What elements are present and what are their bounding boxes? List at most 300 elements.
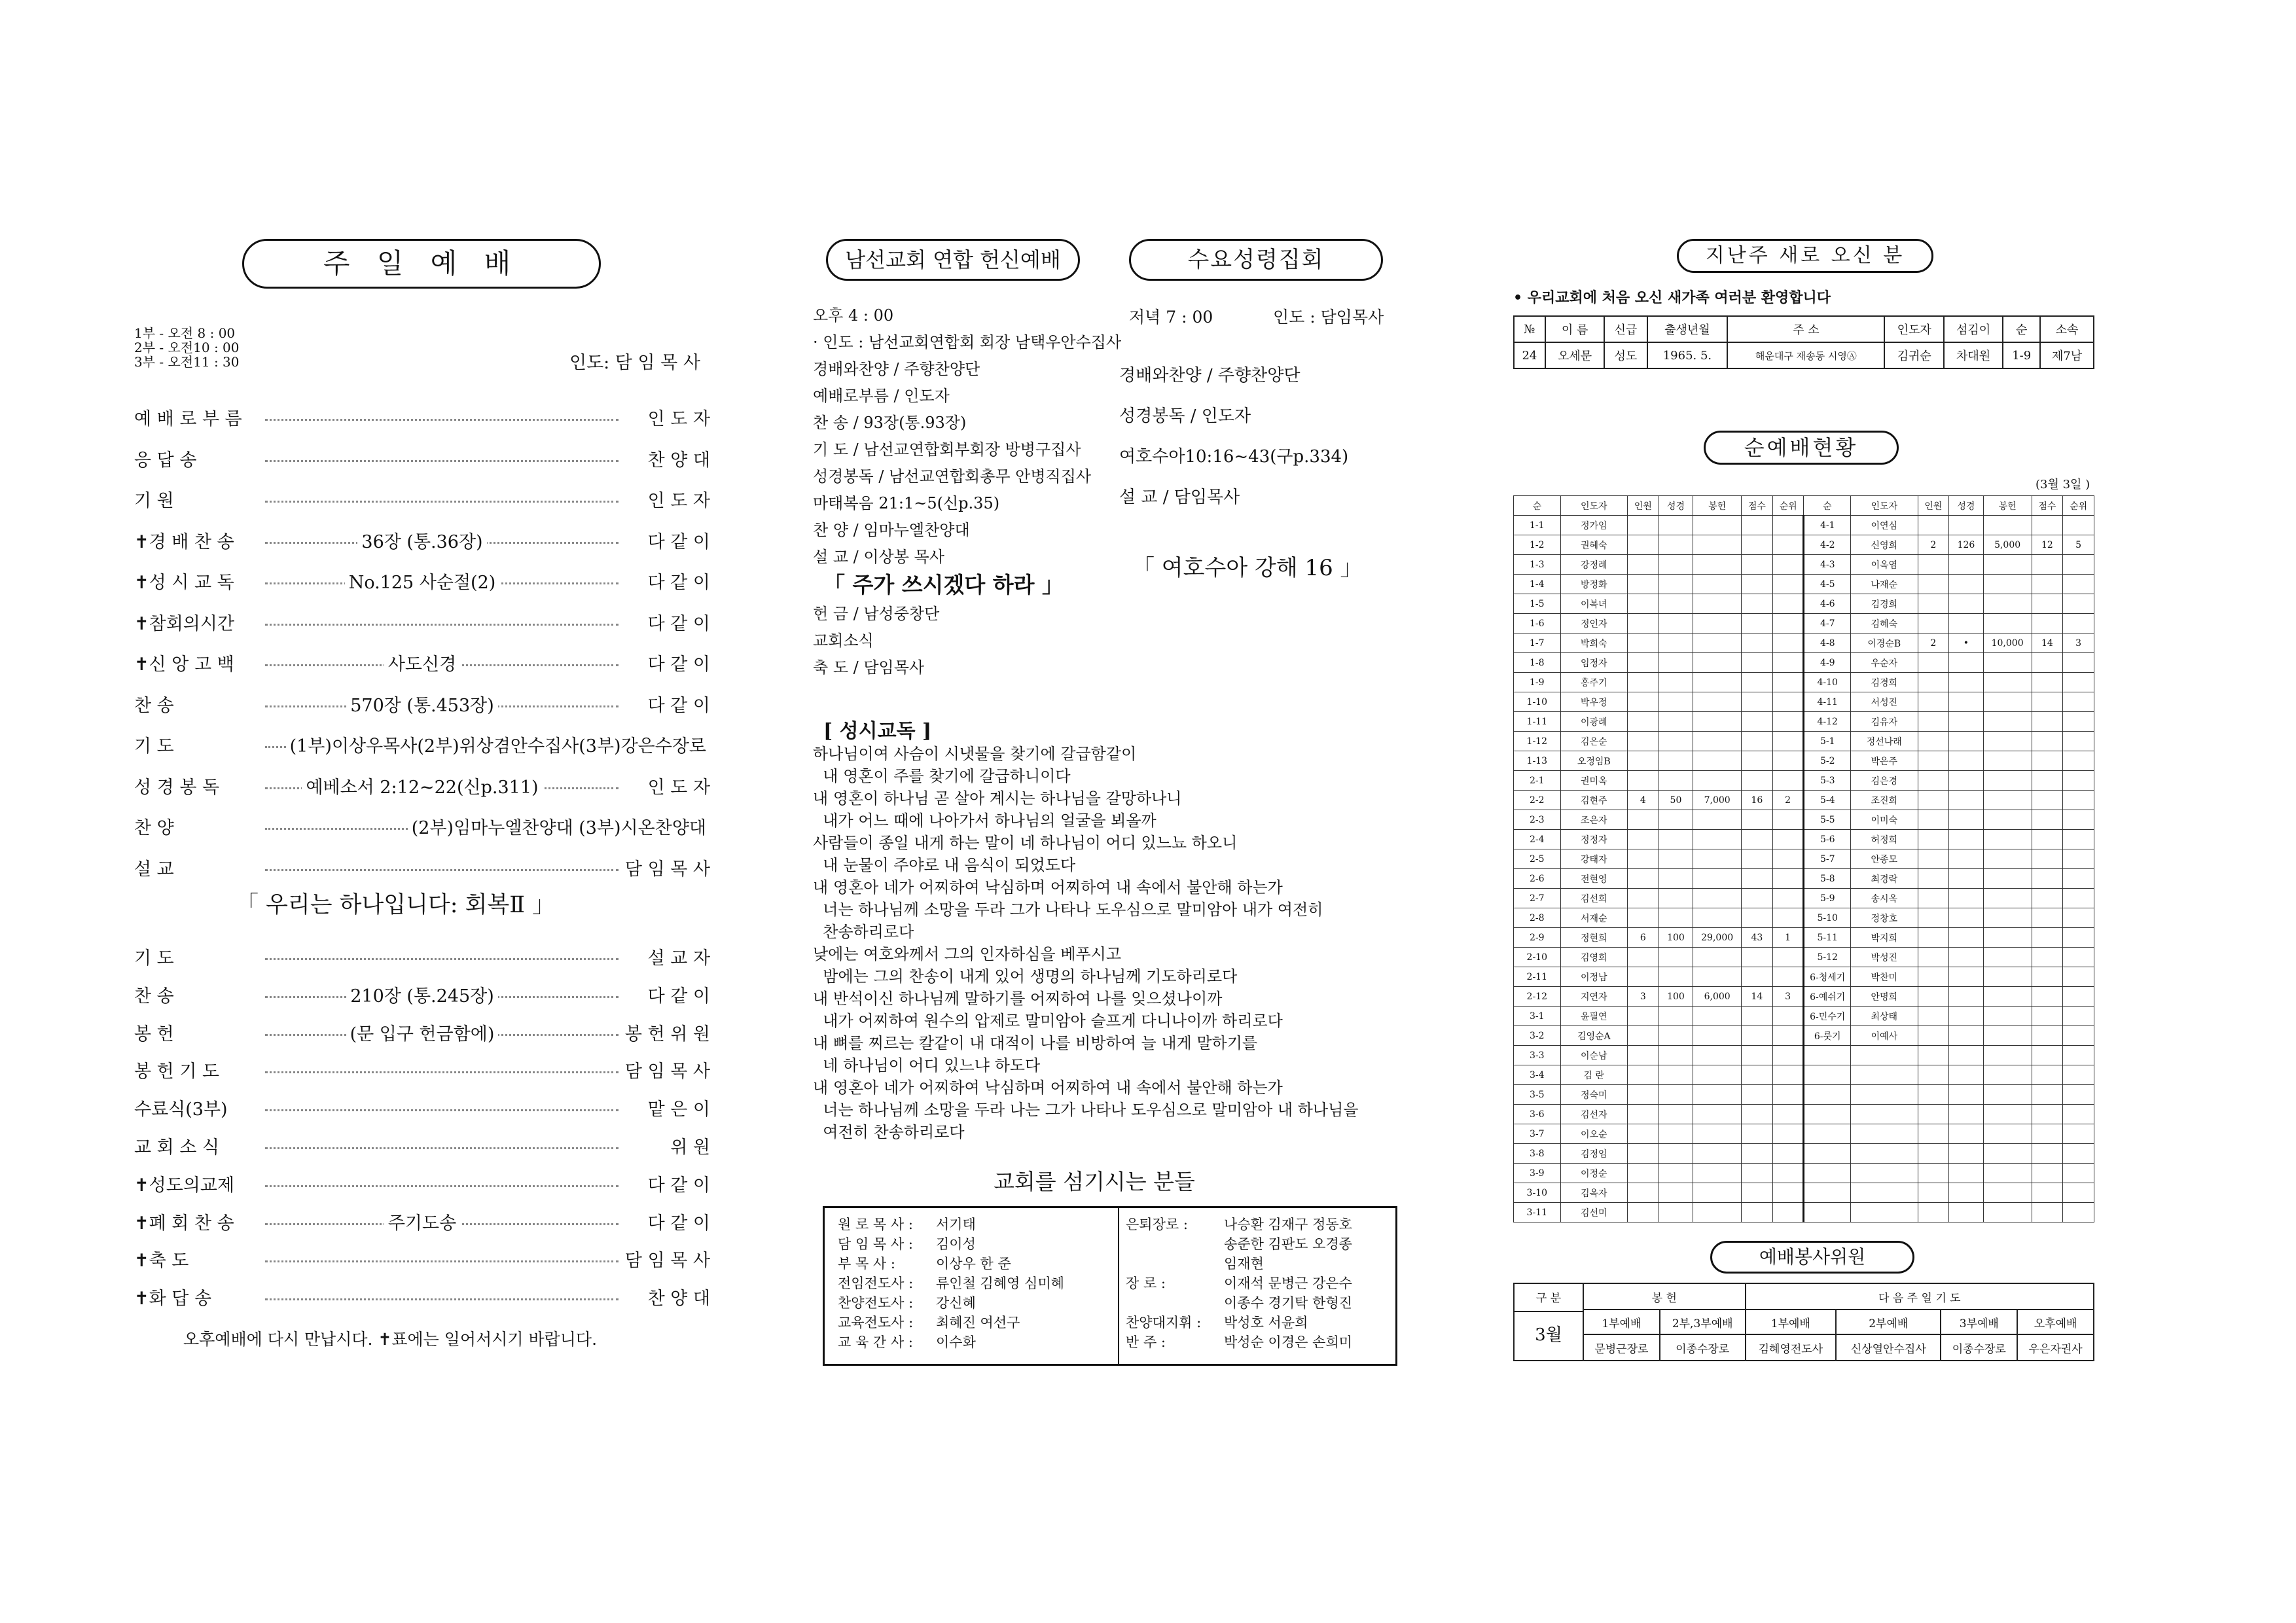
table-row — [1514, 575, 2094, 594]
attendance-cell — [1949, 1105, 1983, 1124]
attendance-cell — [1628, 1046, 1659, 1065]
staff-names: 김이성 — [936, 1236, 976, 1252]
attendance-cell: 3 — [1772, 987, 1804, 1007]
attendance-cell — [1918, 1144, 1949, 1164]
dot-leader — [265, 1260, 619, 1262]
attendance-cell — [1659, 967, 1693, 987]
order-label: ✝참회의시간 — [134, 609, 238, 635]
attendance-cell: 박은주 — [1851, 751, 1918, 771]
attendance-cell: 최경락 — [1851, 869, 1918, 889]
attendance-cell: 6-예쉬기 — [1804, 987, 1851, 1007]
attendance-cell — [1742, 1105, 1773, 1124]
attendance-cell: 김선자 — [1560, 1105, 1628, 1124]
attendance-cell — [2032, 575, 2063, 594]
order-role: 담 임 목 사 — [621, 1057, 710, 1082]
attendance-cell — [1772, 516, 1804, 535]
attendance-cell — [1693, 1085, 1742, 1105]
attendance-cell: 3 — [2063, 633, 2094, 653]
attendance-cell: 6-룻기 — [1804, 1026, 1851, 1046]
attendance-cell — [1949, 928, 1983, 948]
attendance-cell: 6,000 — [1693, 987, 1742, 1007]
attendance-cell — [2063, 1124, 2094, 1144]
staff-row — [838, 1274, 1064, 1293]
attendance-cell — [1628, 1124, 1659, 1144]
attendance-header-cell: 순 — [1514, 496, 1561, 516]
attendance-cell: 2-12 — [1514, 987, 1561, 1007]
order-line: 여호수아10:16~43(구p.334) — [1119, 447, 1349, 467]
attendance-cell: 우순자 — [1851, 653, 1918, 673]
order-label: 수료식(3부) — [134, 1095, 232, 1120]
attendance-cell: 이오순 — [1560, 1124, 1628, 1144]
newcomers-header-cell: 신급 — [1604, 316, 1647, 342]
order-row — [134, 404, 710, 431]
attendance-cell: 29,000 — [1693, 928, 1742, 948]
attendance-cell — [1918, 594, 1949, 614]
newcomers-title: 지난주 새로 오신 분 — [1677, 239, 1933, 273]
attendance-cell — [2032, 948, 2063, 967]
order-row — [134, 1133, 710, 1159]
attendance-cell — [1628, 771, 1659, 791]
attendance-cell — [1983, 791, 2032, 810]
attendance-cell — [1659, 1164, 1693, 1183]
attendance-cell — [1918, 1007, 1949, 1026]
newcomers-header-cell: 출생년월 — [1647, 316, 1728, 342]
attendance-cell: 2-6 — [1514, 869, 1561, 889]
table-row — [1514, 555, 2094, 575]
staff-row — [838, 1313, 1064, 1332]
table-row — [1514, 849, 2094, 869]
attendance-cell — [1742, 908, 1773, 928]
attendance-cell — [2063, 771, 2094, 791]
attendance-cell — [1772, 633, 1804, 653]
attendance-cell: 김영희 — [1560, 948, 1628, 967]
attendance-cell — [1918, 889, 1949, 908]
attendance-cell — [1628, 555, 1659, 575]
attendance-cell: 임정자 — [1560, 653, 1628, 673]
service-prayer-header: 다 음 주 일 기 도 — [1746, 1283, 2094, 1310]
attendance-cell: 정정자 — [1560, 830, 1628, 849]
table-row — [1514, 889, 2094, 908]
dot-leader — [265, 1147, 619, 1149]
attendance-cell — [1628, 1026, 1659, 1046]
attendance-cell — [1693, 849, 1742, 869]
order-label: 교 회 소 식 — [134, 1133, 223, 1158]
newcomers-cell: 김귀순 — [1884, 342, 1943, 368]
attendance-cell — [1851, 1065, 1918, 1085]
attendance-cell: 3-3 — [1514, 1046, 1561, 1065]
attendance-cell — [1742, 1183, 1773, 1203]
attendance-cell — [1693, 1164, 1742, 1183]
attendance-cell — [1659, 1007, 1693, 1026]
attendance-cell — [1772, 1085, 1804, 1105]
attendance-cell: 김정임 — [1560, 1144, 1628, 1164]
attendance-cell — [1742, 1026, 1773, 1046]
table-row — [1514, 1046, 2094, 1065]
attendance-cell — [2063, 732, 2094, 751]
attendance-cell — [2063, 1144, 2094, 1164]
attendance-cell: 5-12 — [1804, 948, 1851, 967]
attendance-cell — [1693, 1026, 1742, 1046]
attendance-cell: 1-12 — [1514, 732, 1561, 751]
attendance-cell — [1659, 908, 1693, 928]
table-row — [1514, 810, 2094, 830]
attendance-cell — [1949, 908, 1983, 928]
dot-leader — [265, 624, 619, 626]
order-row — [134, 609, 710, 635]
order-line: 설 교 / 이상봉 목사 — [813, 548, 944, 566]
attendance-cell — [1742, 1046, 1773, 1065]
attendance-cell — [1918, 732, 1949, 751]
attendance-cell — [1772, 869, 1804, 889]
attendance-cell — [2032, 987, 2063, 1007]
attendance-cell: 3-2 — [1514, 1026, 1561, 1046]
table-row — [1514, 1007, 2094, 1026]
service-title: 예배봉사위원 — [1710, 1241, 1914, 1274]
order-line: · 인도 : 남선교회연합회 회장 남택우안수집사 — [813, 333, 1122, 351]
staff-names: 나승환 김재구 정동호 — [1224, 1217, 1352, 1232]
order-role: 설 교 자 — [644, 944, 710, 969]
attendance-cell: 김혜숙 — [1851, 614, 1918, 633]
attendance-cell — [2063, 594, 2094, 614]
attendance-cell — [1772, 889, 1804, 908]
attendance-cell — [1659, 1065, 1693, 1085]
attendance-cell — [1949, 889, 1983, 908]
attendance-cell — [1659, 535, 1693, 555]
order-line: 찬 양 / 임마누엘찬양대 — [813, 521, 970, 539]
staff-row — [838, 1332, 1064, 1352]
attendance-cell — [1949, 555, 1983, 575]
attendance-cell: 4-11 — [1804, 692, 1851, 712]
table-row — [1514, 1105, 2094, 1124]
attendance-cell — [2063, 614, 2094, 633]
attendance-cell — [2032, 1046, 2063, 1065]
attendance-cell — [1918, 555, 1949, 575]
attendance-cell: 4-12 — [1804, 712, 1851, 732]
attendance-cell — [1742, 653, 1773, 673]
attendance-cell — [1804, 1065, 1851, 1085]
order-label: ✝성도의교제 — [134, 1171, 238, 1196]
order-label: 찬 송 — [134, 982, 178, 1007]
order-content — [134, 982, 710, 1007]
attendance-cell — [1949, 791, 1983, 810]
newcomers-header-cell: 순 — [2003, 316, 2040, 342]
dot-leader — [265, 460, 619, 462]
attendance-cell — [1983, 1144, 2032, 1164]
sunday-note: 오후예배에 다시 만납시다. ✝표에는 일어서시기 바랍니다. — [183, 1330, 598, 1349]
order-line: 경배와찬양 / 주향찬양단 — [1119, 366, 1300, 385]
attendance-cell: 4-10 — [1804, 673, 1851, 692]
order-row — [134, 1020, 710, 1046]
order-row — [134, 813, 710, 840]
staff-role: 부 목 사 : — [838, 1256, 895, 1272]
attendance-cell: 김경희 — [1851, 594, 1918, 614]
order-role: 다 같 이 — [644, 527, 710, 553]
order-row — [134, 773, 710, 799]
wednesday-time: 저녁 7 : 00 — [1129, 308, 1213, 327]
attendance-cell — [1983, 810, 2032, 830]
attendance-cell — [1742, 751, 1773, 771]
attendance-cell — [1949, 516, 1983, 535]
attendance-cell — [1918, 575, 1949, 594]
attendance-cell: 김옥자 — [1560, 1183, 1628, 1203]
attendance-cell: 4-6 — [1804, 594, 1851, 614]
service-sub-cell: 1부예배 — [1583, 1310, 1660, 1334]
attendance-cell — [1628, 692, 1659, 712]
attendance-cell — [1918, 751, 1949, 771]
attendance-cell — [1659, 1183, 1693, 1203]
attendance-cell — [1742, 1203, 1773, 1222]
attendance-cell — [2032, 1124, 2063, 1144]
attendance-cell — [1983, 967, 2032, 987]
attendance-cell — [1628, 712, 1659, 732]
attendance-cell — [1918, 967, 1949, 987]
staff-names: 임재현 — [1224, 1256, 1264, 1272]
attendance-cell — [2063, 1085, 2094, 1105]
attendance-cell: 이연심 — [1851, 516, 1918, 535]
attendance-cell: 4-1 — [1804, 516, 1851, 535]
order-row — [134, 1095, 710, 1121]
attendance-cell — [1983, 751, 2032, 771]
wednesday-sermon-title: 「 여호수아 강해 16 」 — [1132, 555, 1363, 581]
attendance-cell — [2063, 555, 2094, 575]
attendance-cell — [1804, 1105, 1851, 1124]
attendance-cell: 4-9 — [1804, 653, 1851, 673]
attendance-cell — [1983, 1183, 2032, 1203]
attendance-cell — [1659, 633, 1693, 653]
order-line: 헌 금 / 남성중창단 — [813, 605, 940, 623]
staff-row — [1126, 1274, 1352, 1293]
attendance-cell — [1851, 1046, 1918, 1065]
attendance-cell: 1-3 — [1514, 555, 1561, 575]
attendance-cell — [1949, 1124, 1983, 1144]
attendance-cell — [1949, 712, 1983, 732]
order-line: 성경봉독 / 인도자 — [1119, 406, 1251, 426]
attendance-cell — [1693, 692, 1742, 712]
service-month: 3월 — [1535, 1325, 1562, 1345]
attendance-cell — [1742, 810, 1773, 830]
attendance-cell — [1772, 594, 1804, 614]
service-value-cell: 우은자권사 — [2017, 1334, 2094, 1361]
attendance-cell: 2-11 — [1514, 967, 1561, 987]
attendance-cell — [1918, 830, 1949, 849]
attendance-cell: 2-7 — [1514, 889, 1561, 908]
order-role: 인 도 자 — [644, 773, 710, 798]
attendance-cell — [1983, 1164, 2032, 1183]
attendance-cell — [1918, 1164, 1949, 1183]
order-role: 다 같 이 — [644, 609, 710, 635]
attendance-cell — [1772, 555, 1804, 575]
attendance-cell — [2032, 1065, 2063, 1085]
attendance-cell — [1983, 830, 2032, 849]
attendance-cell: 2 — [1918, 633, 1949, 653]
attendance-cell — [1659, 889, 1693, 908]
attendance-cell — [2063, 653, 2094, 673]
attendance-cell — [1628, 653, 1659, 673]
order-row — [134, 855, 710, 881]
attendance-cell: 6-청세기 — [1804, 967, 1851, 987]
attendance-cell: 2-4 — [1514, 830, 1561, 849]
attendance-cell — [1983, 516, 2032, 535]
attendance-cell — [1949, 673, 1983, 692]
attendance-cell — [1628, 908, 1659, 928]
attendance-cell — [1659, 673, 1693, 692]
table-row — [1514, 673, 2094, 692]
order-content-text: 570장 (통.453장) — [346, 696, 498, 716]
service-times — [134, 326, 240, 369]
newcomers-header-row — [1514, 316, 2094, 342]
attendance-cell — [1983, 555, 2032, 575]
table-row — [1514, 342, 2094, 368]
attendance-cell — [1742, 1124, 1773, 1144]
attendance-cell — [1918, 771, 1949, 791]
attendance-cell — [1772, 535, 1804, 555]
attendance-cell — [1983, 732, 2032, 751]
order-content — [134, 1209, 710, 1234]
attendance-cell: 정창호 — [1851, 908, 1918, 928]
staff-names: 이종수 경기탁 한형진 — [1224, 1295, 1352, 1311]
attendance-cell: 3-8 — [1514, 1144, 1561, 1164]
order-role: 찬 양 대 — [644, 1284, 710, 1310]
attendance-cell: 김선미 — [1560, 1203, 1628, 1222]
attendance-cell — [1628, 1164, 1659, 1183]
attendance-header-cell: 성경 — [1659, 496, 1693, 516]
table-row — [1514, 516, 2094, 535]
attendance-cell — [2063, 1007, 2094, 1026]
attendance-cell: 5-1 — [1804, 732, 1851, 751]
attendance-cell: 100 — [1659, 928, 1693, 948]
attendance-cell — [1693, 1124, 1742, 1144]
attendance-cell: 서재순 — [1560, 908, 1628, 928]
attendance-cell — [1693, 673, 1742, 692]
attendance-cell — [1628, 1105, 1659, 1124]
attendance-cell — [1983, 928, 2032, 948]
attendance-cell: 3-7 — [1514, 1124, 1561, 1144]
attendance-cell: 이복녀 — [1560, 594, 1628, 614]
attendance-cell — [1628, 1065, 1659, 1085]
attendance-cell — [1659, 1026, 1693, 1046]
attendance-cell — [1851, 1203, 1918, 1222]
attendance-cell — [1949, 830, 1983, 849]
order-line: 축 도 / 담임목사 — [813, 658, 925, 677]
table-row — [1514, 830, 2094, 849]
order-row — [134, 944, 710, 970]
order-line: 교회소식 — [813, 632, 874, 650]
order-role: 찬 양 대 — [644, 446, 710, 471]
attendance-cell — [1772, 751, 1804, 771]
staff-title: 교회를 섬기시는 분들 — [994, 1169, 1195, 1194]
attendance-cell: 2-9 — [1514, 928, 1561, 948]
order-line: 기 도 / 남선교연합회부회장 방병구집사 — [813, 440, 1081, 459]
attendance-cell — [2032, 1164, 2063, 1183]
attendance-cell: 3-5 — [1514, 1085, 1561, 1105]
newcomers-header-cell: 인도자 — [1884, 316, 1943, 342]
table-row — [1514, 1124, 2094, 1144]
attendance-cell: 50 — [1659, 791, 1693, 810]
newcomers-cell: 1-9 — [2003, 342, 2040, 368]
attendance-cell — [1659, 1124, 1693, 1144]
dot-leader — [265, 419, 619, 421]
attendance-cell — [1659, 771, 1693, 791]
attendance-cell: 4-2 — [1804, 535, 1851, 555]
attendance-cell: 정선나래 — [1851, 732, 1918, 751]
attendance-cell — [1742, 1144, 1773, 1164]
dot-leader — [265, 1109, 619, 1111]
service-sub-cell: 3부예배 — [1941, 1310, 2017, 1334]
attendance-header-cell: 봉헌 — [1693, 496, 1742, 516]
attendance-cell — [2032, 516, 2063, 535]
attendance-cell: 1-10 — [1514, 692, 1561, 712]
attendance-cell — [2032, 1183, 2063, 1203]
table-row — [1514, 594, 2094, 614]
newcomers-table — [1513, 315, 2094, 369]
order-role: 다 같 이 — [644, 691, 710, 717]
attendance-cell: 권미옥 — [1560, 771, 1628, 791]
attendance-cell — [1918, 810, 1949, 830]
attendance-cell — [1804, 1183, 1851, 1203]
order-row — [134, 527, 710, 554]
attendance-cell — [1851, 1124, 1918, 1144]
attendance-cell — [1949, 732, 1983, 751]
order-label: 응 답 송 — [134, 446, 200, 471]
staff-row — [1126, 1332, 1352, 1352]
attendance-cell: 4-5 — [1804, 575, 1851, 594]
attendance-cell — [2063, 1046, 2094, 1065]
attendance-cell: 허정희 — [1851, 830, 1918, 849]
attendance-cell — [1949, 1183, 1983, 1203]
staff-names: 강신혜 — [936, 1295, 976, 1311]
order-content-text: (2부)임마누엘찬양대 (3부)시온찬양대 — [408, 818, 710, 838]
attendance-cell — [1693, 555, 1742, 575]
attendance-cell — [2032, 751, 2063, 771]
attendance-cell: 정현희 — [1560, 928, 1628, 948]
attendance-cell — [2063, 810, 2094, 830]
attendance-cell — [1772, 1046, 1804, 1065]
attendance-cell — [1742, 712, 1773, 732]
attendance-cell — [1918, 1065, 1949, 1085]
order-label: 봉 헌 — [134, 1020, 178, 1045]
attendance-cell: 김영순A — [1560, 1026, 1628, 1046]
attendance-cell — [2032, 889, 2063, 908]
attendance-cell — [1918, 653, 1949, 673]
attendance-cell — [1659, 830, 1693, 849]
dot-leader — [265, 501, 619, 503]
attendance-cell: 5-6 — [1804, 830, 1851, 849]
attendance-cell — [1659, 1203, 1693, 1222]
attendance-cell: 1-9 — [1514, 673, 1561, 692]
attendance-cell — [2063, 889, 2094, 908]
attendance-cell — [1628, 633, 1659, 653]
attendance-cell: 14 — [2032, 633, 2063, 653]
attendance-cell — [1983, 712, 2032, 732]
newcomers-header-cell: 섬김이 — [1944, 316, 2003, 342]
attendance-cell — [1918, 928, 1949, 948]
attendance-cell — [1693, 1203, 1742, 1222]
table-row — [1514, 653, 2094, 673]
attendance-cell — [1804, 1046, 1851, 1065]
order-content — [134, 650, 710, 675]
attendance-cell — [1693, 1007, 1742, 1026]
attendance-cell: 2-10 — [1514, 948, 1561, 967]
attendance-cell — [2063, 987, 2094, 1007]
order-role: 맡 은 이 — [644, 1095, 710, 1120]
order-line: 성경봉독 / 남선교연합회총무 안병직집사 — [813, 467, 1092, 486]
newcomers-cell: 1965. 5. — [1647, 342, 1728, 368]
order-role: 다 같 이 — [644, 1209, 710, 1234]
attendance-cell — [1693, 1183, 1742, 1203]
attendance-cell: 이예사 — [1851, 1026, 1918, 1046]
order-row — [134, 446, 710, 472]
attendance-header-cell: 인원 — [1918, 496, 1949, 516]
